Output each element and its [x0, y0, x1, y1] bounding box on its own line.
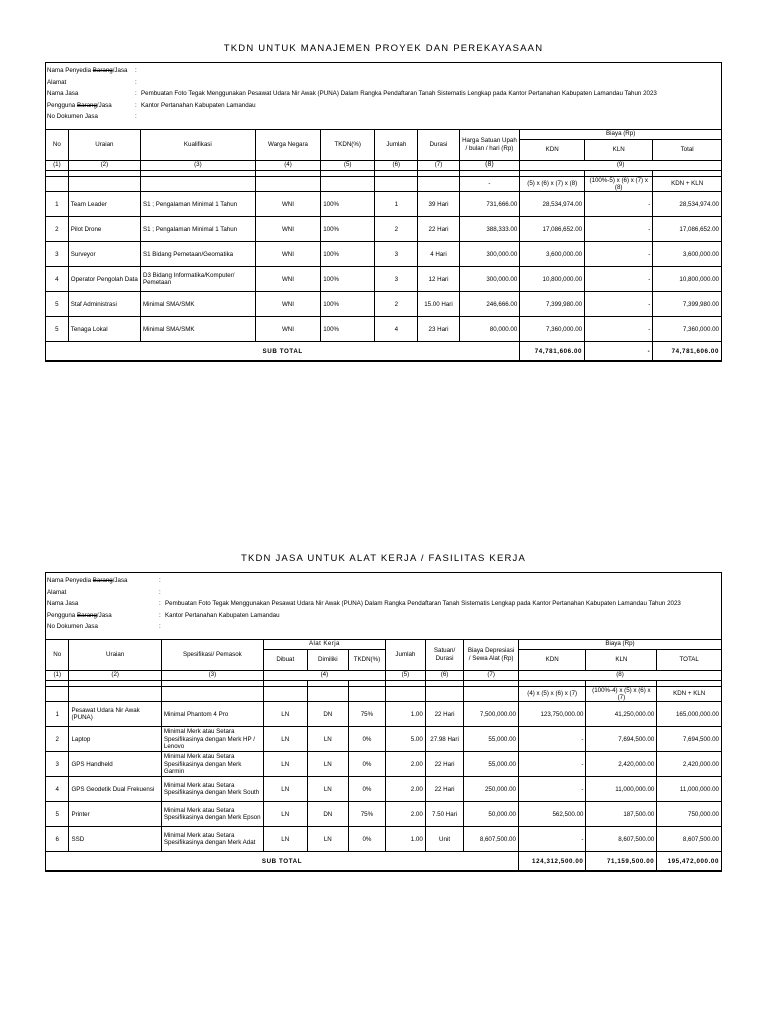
info-value — [165, 621, 721, 633]
section-alat-kerja — [45, 550, 722, 872]
index-cell: (1) — [46, 670, 69, 680]
cell-jumlah: 2.00 — [386, 752, 426, 777]
cell-kdn: 7,399,980.00 — [520, 292, 585, 317]
cell-spesifikasi: Minimal Merk atau Setara Spesifikasinya dengan Merk South — [161, 777, 263, 802]
cell-jumlah: 3 — [375, 242, 418, 267]
cell-no: 5 — [46, 292, 68, 317]
cell-total: 11,000,000.00 — [657, 777, 721, 802]
cell-biaya-depresiasi: 7,500,000.00 — [464, 702, 519, 727]
cell-satuan: 27.98 Hari — [425, 727, 463, 752]
formula-cell: (100%-5) x (6) x (7) x (8) — [585, 176, 653, 192]
formula-cell: KDN + KLN — [657, 686, 721, 702]
table-row — [46, 217, 721, 242]
cell-satuan: 7.50 Hari — [425, 802, 463, 827]
cell-spesifikasi: Minimal Phantom 4 Pro — [161, 702, 263, 727]
index-cell: (4) — [263, 670, 385, 680]
table-row — [46, 192, 721, 217]
formula-cell: (100%-4) x (5) x (6) x (7) — [586, 686, 657, 702]
cell-kln: - — [585, 267, 653, 292]
subtotal-kln: - — [585, 342, 653, 361]
info-value — [141, 77, 721, 89]
cell-kdn: 17,086,652.00 — [520, 217, 585, 242]
info-label: Pengguna Barang/Jasa — [47, 101, 112, 109]
cell-biaya-depresiasi: 50,000.00 — [464, 802, 519, 827]
formula-cell: (5) x (6) x (7) x (8) — [520, 176, 585, 192]
cell-durasi: 12 Hari — [418, 267, 459, 292]
header-uraian: Uraian — [69, 640, 161, 671]
cell-tkdn: 100% — [321, 242, 375, 267]
info-label: Nama Jasa — [47, 600, 79, 607]
tkdn-table — [46, 640, 721, 872]
header-no: No — [46, 640, 69, 671]
subtotal-kdn: 124,312,500.00 — [518, 852, 586, 871]
info-row — [47, 100, 721, 112]
index-row — [46, 670, 721, 680]
info-value: Kantor Pertanahan Kabupaten Lamandau — [141, 101, 256, 109]
header-alat-kerja: Alat Kerja — [263, 640, 385, 650]
table-row — [46, 317, 721, 342]
info-colon: : — [159, 611, 161, 619]
cell-no: 5 — [46, 802, 69, 827]
struck-word: Barang — [92, 67, 113, 74]
info-value — [141, 65, 721, 77]
cell-uraian: GPS Handheld — [69, 752, 161, 777]
cell-dibuat: LN — [263, 802, 307, 827]
cell-dimiliki: LN — [307, 827, 348, 852]
cell-dimiliki: LN — [307, 752, 348, 777]
cell-total: 10,800,000.00 — [653, 267, 721, 292]
cell-durasi: 39 Hari — [418, 192, 459, 217]
info-label: Nama Penyedia Barang/Jasa — [47, 67, 128, 74]
cell-dimiliki: DN — [307, 802, 348, 827]
table-row — [46, 267, 721, 292]
cell-warga-negara: WNI — [255, 217, 320, 242]
cell-dibuat: LN — [263, 702, 307, 727]
cell-kln: 11,000,000.00 — [586, 777, 657, 802]
cell-tkdn: 100% — [321, 192, 375, 217]
info-value — [165, 587, 721, 599]
cell-dibuat: LN — [263, 752, 307, 777]
cell-no: 4 — [46, 777, 69, 802]
cell-uraian: GPS Geodetik Dual Frekuensi — [69, 777, 161, 802]
cell-biaya-depresiasi: 250,000.00 — [464, 777, 519, 802]
table-body — [46, 192, 721, 342]
cell-no: 3 — [46, 242, 68, 267]
cell-kualifikasi: Minimal SMA/SMK — [140, 317, 255, 342]
cell-uraian: Pilot Drone — [68, 217, 140, 242]
cell-kdn: 3,600,000.00 — [520, 242, 585, 267]
info-block — [46, 573, 721, 640]
cell-total: 7,399,980.00 — [653, 292, 721, 317]
cell-kualifikasi: S1 ; Pengalaman Minimal 1 Tahun — [140, 192, 255, 217]
section-title: TKDN JASA UNTUK ALAT KERJA / FASILITAS KERJA — [240, 553, 527, 564]
index-cell: (3) — [140, 160, 255, 170]
index-cell: (7) — [464, 670, 519, 680]
cell-no: 3 — [46, 752, 69, 777]
subtotal-total: 74,781,606.00 — [653, 342, 721, 361]
cell-no: 6 — [46, 827, 69, 852]
cell-total: 2,420,000.00 — [657, 752, 721, 777]
cell-warga-negara: WNI — [255, 292, 320, 317]
header-biaya: Biaya (Rp) — [520, 130, 721, 140]
header-jumlah: Jumlah — [386, 640, 426, 671]
cell-jumlah: 4 — [375, 317, 418, 342]
index-cell: (6) — [425, 670, 463, 680]
header-satuan: Satuan/ Durasi — [425, 640, 463, 671]
cell-dimiliki: LN — [307, 777, 348, 802]
cell-jumlah: 3 — [375, 267, 418, 292]
cell-kln: - — [585, 192, 653, 217]
cell-uraian: SSD — [69, 827, 161, 852]
cell-biaya-depresiasi: 55,000.00 — [464, 727, 519, 752]
cell-tkdn: 0% — [348, 777, 385, 802]
cell-total: 28,534,974.00 — [653, 192, 721, 217]
table-row — [46, 242, 721, 267]
subtotal-label: SUB TOTAL — [46, 852, 518, 871]
index-cell: (9) — [520, 160, 721, 170]
info-row — [47, 598, 721, 610]
cell-harga-satuan: 300,000.00 — [459, 242, 520, 267]
info-row — [47, 587, 721, 599]
index-cell: (3) — [161, 670, 263, 680]
cell-dimiliki: LN — [307, 727, 348, 752]
cell-no: 2 — [46, 217, 68, 242]
cell-kdn: 10,800,000.00 — [520, 267, 585, 292]
info-row — [47, 621, 721, 633]
cell-kdn: - — [518, 827, 586, 852]
cell-kualifikasi: Minimal SMA/SMK — [140, 292, 255, 317]
info-label: Alamat — [47, 588, 67, 596]
header-warga-negara: Warga Negara — [255, 130, 320, 161]
cell-no: 2 — [46, 727, 69, 752]
info-label: Nama Penyedia Barang/Jasa — [47, 577, 128, 584]
cell-kdn: 562,500.00 — [518, 802, 586, 827]
info-label: Alamat — [47, 78, 67, 86]
struck-word: Barang — [76, 101, 97, 109]
table-row — [46, 727, 721, 752]
formula-cell: - — [459, 176, 520, 192]
info-colon: : — [159, 623, 161, 630]
index-cell: (5) — [386, 670, 426, 680]
header-dimiliki: Dimiliki — [307, 649, 348, 670]
cell-kln: 8,607,500.00 — [586, 827, 657, 852]
cell-jumlah: 2.00 — [386, 802, 426, 827]
cell-harga-satuan: 300,000.00 — [459, 267, 520, 292]
formula-row — [46, 686, 721, 702]
cell-kln: - — [585, 217, 653, 242]
cell-kln: 41,250,000.00 — [586, 702, 657, 727]
info-label: No Dokumen Jasa — [47, 623, 98, 630]
struck-word: Barang — [76, 611, 97, 619]
info-colon: : — [135, 90, 137, 97]
subtotal-row — [46, 342, 721, 361]
header-no: No — [46, 130, 68, 161]
cell-spesifikasi: Minimal Merk atau Setara Spesifikasinya dengan Merk HP / Lenovo — [161, 727, 263, 752]
info-colon: : — [135, 101, 137, 109]
cell-biaya-depresiasi: 8,607,500.00 — [464, 827, 519, 852]
cell-tkdn: 100% — [321, 292, 375, 317]
cell-tkdn: 0% — [348, 752, 385, 777]
cell-no: 5 — [46, 317, 68, 342]
header-uraian: Uraian — [68, 130, 140, 161]
info-label: Nama Jasa — [47, 90, 79, 97]
formula-row — [46, 176, 721, 192]
cell-jumlah: 2.00 — [386, 777, 426, 802]
index-cell: (8) — [459, 160, 520, 170]
cell-jumlah: 1.00 — [386, 702, 426, 727]
tkdn-table — [46, 130, 721, 362]
cell-warga-negara: WNI — [255, 317, 320, 342]
cell-kln: 187,500.00 — [586, 802, 657, 827]
cell-uraian: Printer — [69, 802, 161, 827]
cell-satuan: 22 Hari — [425, 702, 463, 727]
subtotal-kln: 71,159,500.00 — [586, 852, 657, 871]
header-dibuat: Dibuat — [263, 649, 307, 670]
cell-kdn: - — [518, 727, 586, 752]
cell-total: 165,000,000.00 — [657, 702, 721, 727]
cell-total: 8,607,500.00 — [657, 827, 721, 852]
cell-uraian: Staf Administrasi — [68, 292, 140, 317]
info-value: Pembuatan Foto Tegak Menggunakan Pesawat Udara Nir Awak (PUNA) Dalam Rangka Pendaftaran Tanah Sistematis Lengkap pada Kantor Pertanahan Kabupaten Lamandau Tahun 2023 — [141, 90, 657, 97]
cell-dibuat: LN — [263, 777, 307, 802]
header-biaya-depresiasi: Biaya Depresiasi / Sewa Alat (Rp) — [464, 640, 519, 671]
cell-tkdn: 100% — [321, 267, 375, 292]
index-cell: (7) — [418, 160, 459, 170]
cell-kdn: - — [518, 777, 586, 802]
cell-jumlah: 1 — [375, 192, 418, 217]
table-row — [46, 802, 721, 827]
cell-no: 1 — [46, 192, 68, 217]
cell-biaya-depresiasi: 55,000.00 — [464, 752, 519, 777]
index-cell: (8) — [518, 670, 721, 680]
cell-satuan: 22 Hari — [425, 777, 463, 802]
cell-durasi: 23 Hari — [418, 317, 459, 342]
cell-spesifikasi: Minimal Merk atau Setara Spesifikasinya dengan Merk Adat — [161, 827, 263, 852]
struck-word: Barang — [92, 577, 113, 584]
form-frame — [45, 62, 722, 362]
info-row — [47, 77, 721, 89]
index-cell: (6) — [375, 160, 418, 170]
cell-uraian: Operator Pengolah Data — [68, 267, 140, 292]
info-colon: : — [135, 67, 137, 74]
header-biaya: Biaya (Rp) — [518, 640, 721, 650]
table-row — [46, 827, 721, 852]
info-row — [47, 88, 721, 100]
header-tkdn: TKDN(%) — [321, 130, 375, 161]
cell-jumlah: 5.00 — [386, 727, 426, 752]
cell-total: 7,360,000.00 — [653, 317, 721, 342]
cell-total: 3,600,000.00 — [653, 242, 721, 267]
cell-tkdn: 0% — [348, 727, 385, 752]
info-colon: : — [159, 577, 161, 584]
cell-harga-satuan: 388,333.00 — [459, 217, 520, 242]
info-row — [47, 111, 721, 123]
info-value — [141, 111, 721, 123]
table-row — [46, 752, 721, 777]
cell-jumlah: 2 — [375, 292, 418, 317]
header-spesifikasi: Spesifikasi/ Pemasok — [161, 640, 263, 671]
section-manajemen-proyek — [45, 40, 722, 362]
cell-uraian: Tenaga Lokal — [68, 317, 140, 342]
cell-warga-negara: WNI — [255, 192, 320, 217]
cell-tkdn: 75% — [348, 802, 385, 827]
cell-tkdn: 100% — [321, 217, 375, 242]
subtotal-total: 195,472,000.00 — [657, 852, 721, 871]
info-colon: : — [135, 113, 137, 120]
cell-warga-negara: WNI — [255, 267, 320, 292]
header-kdn: KDN — [520, 139, 585, 160]
info-block — [46, 63, 721, 130]
index-cell: (2) — [68, 160, 140, 170]
cell-dibuat: LN — [263, 727, 307, 752]
header-harga-satuan: Harga Satuan Upah / bulan / hari (Rp) — [459, 130, 520, 161]
cell-no: 4 — [46, 267, 68, 292]
form-frame — [45, 572, 722, 872]
table-row — [46, 292, 721, 317]
header-kln: KLN — [585, 139, 653, 160]
cell-satuan: 22 Hari — [425, 752, 463, 777]
index-cell: (1) — [46, 160, 68, 170]
cell-durasi: 22 Hari — [418, 217, 459, 242]
table-body — [46, 702, 721, 852]
cell-uraian: Team Leader — [68, 192, 140, 217]
index-cell: (2) — [69, 670, 161, 680]
cell-uraian: Surveyor — [68, 242, 140, 267]
cell-kualifikasi: S1 ; Pengalaman Minimal 1 Tahun — [140, 217, 255, 242]
info-colon: : — [159, 600, 161, 607]
formula-cell: (4) x (5) x (6) x (7) — [518, 686, 586, 702]
header-kualifikasi: Kualifikasi — [140, 130, 255, 161]
info-label: No Dokumen Jasa — [47, 113, 98, 120]
cell-dimiliki: DN — [307, 702, 348, 727]
info-row — [47, 65, 721, 77]
header-durasi: Durasi — [418, 130, 459, 161]
cell-kdn: 28,534,974.00 — [520, 192, 585, 217]
section-title: TKDN UNTUK MANAJEMEN PROYEK DAN PEREKAYASAAN — [223, 43, 544, 54]
subtotal-row — [46, 852, 721, 871]
cell-kln: 7,694,500.00 — [586, 727, 657, 752]
cell-spesifikasi: Minimal Merk atau Setara Spesifikasinya dengan Merk Epson — [161, 802, 263, 827]
subtotal-label: SUB TOTAL — [46, 342, 520, 361]
info-row — [47, 575, 721, 587]
cell-durasi: 15.00 Hari — [418, 292, 459, 317]
cell-total: 750,000.00 — [657, 802, 721, 827]
cell-durasi: 4 Hari — [418, 242, 459, 267]
cell-kln: - — [585, 242, 653, 267]
info-colon: : — [135, 78, 137, 86]
info-row — [47, 610, 721, 622]
cell-satuan: Unit — [425, 827, 463, 852]
cell-kualifikasi: D3 Bidang Informatika/Komputer/ Pemetaan — [140, 267, 255, 292]
cell-warga-negara: WNI — [255, 242, 320, 267]
cell-dibuat: LN — [263, 827, 307, 852]
header-jumlah: Jumlah — [375, 130, 418, 161]
info-value — [165, 575, 721, 587]
info-value: Kantor Pertanahan Kabupaten Lamandau — [165, 611, 280, 619]
cell-kln: - — [585, 292, 653, 317]
info-colon: : — [159, 588, 161, 596]
index-cell: (5) — [321, 160, 375, 170]
cell-harga-satuan: 80,000.00 — [459, 317, 520, 342]
cell-spesifikasi: Minimal Merk atau Setara Spesifikasinya dengan Merk Garmin — [161, 752, 263, 777]
cell-jumlah: 1.00 — [386, 827, 426, 852]
cell-tkdn: 100% — [321, 317, 375, 342]
cell-tkdn: 75% — [348, 702, 385, 727]
cell-tkdn: 0% — [348, 827, 385, 852]
header-tkdn: TKDN(%) — [348, 649, 385, 670]
info-label: Pengguna Barang/Jasa — [47, 611, 112, 619]
table-row — [46, 777, 721, 802]
header-total: Total — [653, 139, 721, 160]
cell-kdn: 7,360,000.00 — [520, 317, 585, 342]
cell-total: 17,086,652.00 — [653, 217, 721, 242]
cell-kdn: 123,750,000.00 — [518, 702, 586, 727]
formula-cell: KDN + KLN — [653, 176, 721, 192]
cell-uraian: Laptop — [69, 727, 161, 752]
cell-kln: 2,420,000.00 — [586, 752, 657, 777]
info-value: Pembuatan Foto Tegak Menggunakan Pesawat Udara Nir Awak (PUNA) Dalam Rangka Pendaftaran Tanah Sistematis Lengkap pada Kantor Pertanahan Kabupaten Lamandau Tahun 2023 — [165, 600, 681, 607]
cell-harga-satuan: 731,666.00 — [459, 192, 520, 217]
header-kdn: KDN — [518, 649, 586, 670]
header-total: TOTAL — [657, 649, 721, 670]
cell-total: 7,694,500.00 — [657, 727, 721, 752]
cell-uraian: Pesawat Udara Nir Awak (PUNA) — [69, 702, 161, 727]
cell-jumlah: 2 — [375, 217, 418, 242]
index-cell: (4) — [255, 160, 320, 170]
cell-no: 1 — [46, 702, 69, 727]
cell-kln: - — [585, 317, 653, 342]
cell-kualifikasi: S1 Bidang Pemetaan/Geomatika — [140, 242, 255, 267]
index-row — [46, 160, 721, 170]
cell-harga-satuan: 246,666.00 — [459, 292, 520, 317]
subtotal-kdn: 74,781,606.00 — [520, 342, 585, 361]
cell-kdn: - — [518, 752, 586, 777]
header-kln: KLN — [586, 649, 657, 670]
table-row — [46, 702, 721, 727]
